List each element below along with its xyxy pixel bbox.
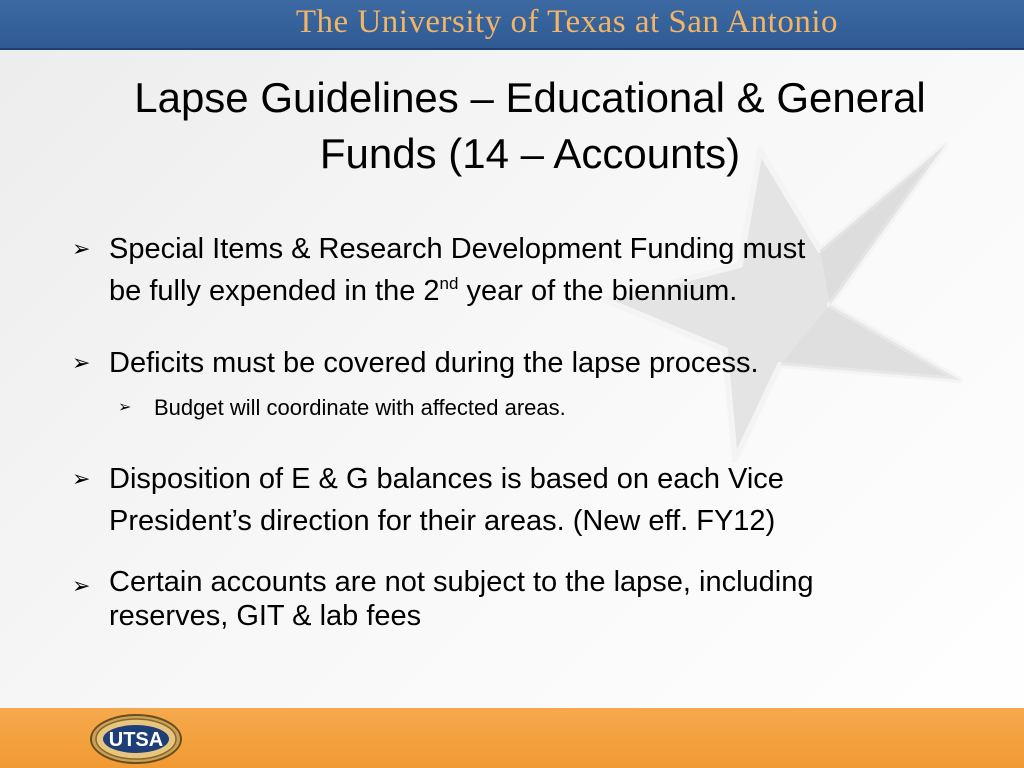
list-item	[72, 565, 813, 633]
utsa-logo	[88, 712, 184, 766]
list-item	[72, 458, 784, 542]
slide-title	[30, 70, 1024, 182]
arrow-bullet-icon: ➢	[72, 466, 91, 491]
bullet-text: Deficits must be covered during the lapse process.	[109, 347, 759, 379]
arrow-bullet-icon: ➢	[72, 350, 91, 375]
logo-text: UTSA	[108, 729, 164, 751]
list-item	[118, 393, 566, 423]
arrow-bullet-icon: ➢	[72, 573, 91, 598]
arrow-bullet-icon: ➢	[118, 399, 132, 416]
header-bar	[0, 0, 1024, 50]
slide-title-line1: Lapse Guidelines – Educational & General	[134, 74, 926, 121]
bullet-text: year of the biennium.	[458, 275, 738, 307]
bullet-text: President’s direction for their areas. (New eff. FY12)	[109, 505, 776, 537]
arrow-bullet-icon: ➢	[72, 236, 91, 261]
sub-bullet-text: Budget will coordinate with affected areas.	[154, 395, 566, 420]
bullet-text: Special Items & Research Development Funding must	[109, 233, 806, 265]
slide-title-line2: Funds (14 – Accounts)	[319, 130, 741, 177]
list-item	[72, 228, 805, 312]
bullet-text: be fully expended in the 2	[109, 275, 440, 307]
list-item	[72, 342, 759, 384]
bullet-text: Disposition of E & G balances is based on each Vice	[109, 463, 784, 495]
bullet-text: Certain accounts are not subject to the lapse, including	[109, 566, 814, 598]
university-title: The University of Texas at San Antonio	[295, 4, 838, 40]
bullet-text: reserves, GIT & lab fees	[109, 600, 422, 632]
superscript: nd	[439, 274, 459, 293]
